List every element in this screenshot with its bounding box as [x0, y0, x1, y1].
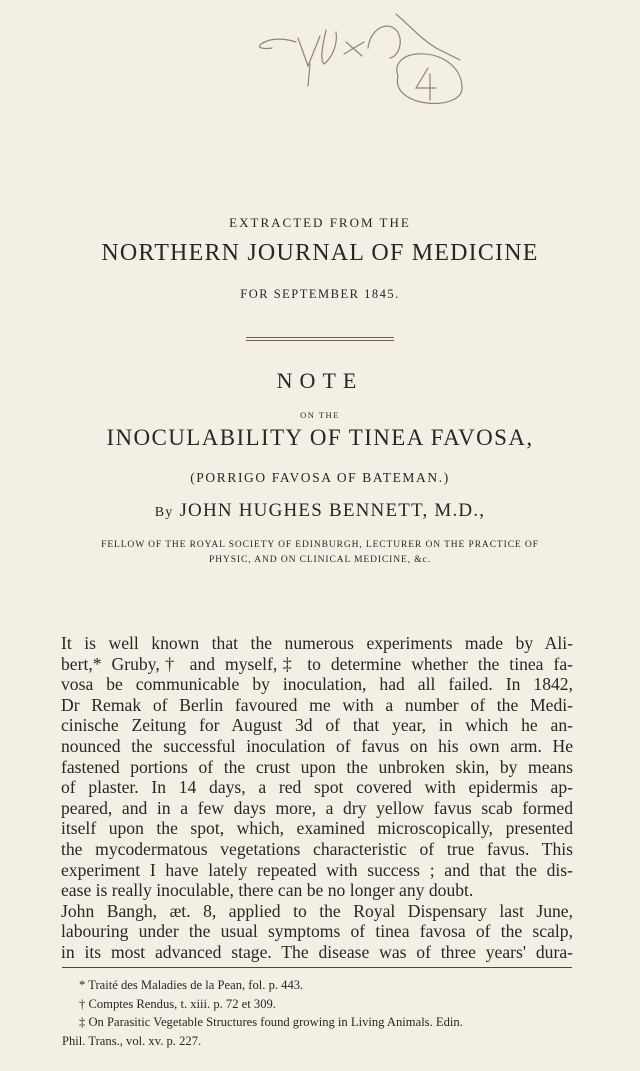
- journal-name: NORTHERN JOURNAL OF MEDICINE: [101, 240, 539, 266]
- footnote-continuation: Phil. Trans., vol. xv. p. 227.: [62, 1033, 202, 1048]
- credentials-line-1: FELLOW OF THE ROYAL SOCIETY OF EDINBURGH, LECTURER ON THE PRACTICE OF: [101, 540, 539, 550]
- author-line: [0, 500, 640, 522]
- author-credentials: [0, 538, 640, 568]
- article-body: [61, 633, 573, 963]
- body-line: It is well known that the numerous experiments made by Ali-: [61, 633, 573, 653]
- article-subtitle: (PORRIGO FAVOSA OF BATEMAN.): [190, 470, 450, 485]
- body-line: nounced the successful inoculation of favus on his own arm. He: [61, 735, 573, 756]
- note-heading: NOTE: [276, 368, 364, 393]
- footnote: * Traité des Maladies de la Pean, fol. p. 443.: [79, 978, 304, 992]
- title-divider-bottom: [246, 340, 394, 341]
- body-line: of plaster. In 14 days, a red spot covered with epidermis ap-: [61, 777, 573, 798]
- body-line: vosa be communicable by inoculation, had all failed. In 1842,: [61, 674, 573, 695]
- on-the-line: ON THE: [300, 410, 340, 420]
- body-line: the mycodermatous vegetations characteristic of true favus. This: [61, 838, 573, 859]
- footnote-divider: [62, 967, 572, 968]
- body-line: itself upon the spot, which, examined microscopically, presented: [61, 818, 573, 839]
- credentials-line-2: PHYSIC, AND ON CLINICAL MEDICINE, &c.: [209, 555, 431, 565]
- body-line: John Bangh, æt. 8, applied to the Royal Dispensary last June,: [61, 900, 573, 921]
- by-prefix: By: [154, 505, 174, 520]
- body-line: cinische Zeitung for August 3d of that year, in which he an-: [61, 715, 573, 736]
- body-line: peared, and in a few days more, a dry yellow favus scab formed: [61, 797, 573, 818]
- body-line: bert,* Gruby,† and myself,‡ to determine whether the tinea fa-: [61, 653, 573, 674]
- article-title: INOCULABILITY OF TINEA FAVOSA,: [106, 425, 534, 450]
- extracted-from-line: EXTRACTED FROM THE: [229, 215, 411, 230]
- body-line: in its most advanced stage. The disease was of three years' dura-: [61, 941, 573, 962]
- body-line: labouring under the usual symptoms of tinea favosa of the scalp,: [61, 921, 573, 942]
- author-name: JOHN HUGHES BENNETT, M.D.,: [179, 500, 486, 521]
- footnotes: [62, 976, 572, 1050]
- body-line: fastened portions of the crust upon the unbroken skin, by means: [61, 756, 573, 777]
- footnote: † Comptes Rendus, t. xiii. p. 72 et 309.: [79, 996, 276, 1011]
- body-line: ease is really inoculable, there can be no longer any doubt.: [61, 880, 474, 901]
- journal-issue: FOR SEPTEMBER 1845.: [240, 287, 400, 301]
- body-line: Dr Remak of Berlin favoured me with a number of the Medi-: [61, 694, 573, 715]
- title-divider-top: [246, 337, 394, 338]
- body-line: experiment I have lately repeated with success ; and that the dis-: [61, 859, 573, 880]
- footnote: ‡ On Parasitic Vegetable Structures found growing in Living Animals. Edin.: [79, 1015, 463, 1029]
- handwritten-pencil-mark-icon: [240, 8, 480, 108]
